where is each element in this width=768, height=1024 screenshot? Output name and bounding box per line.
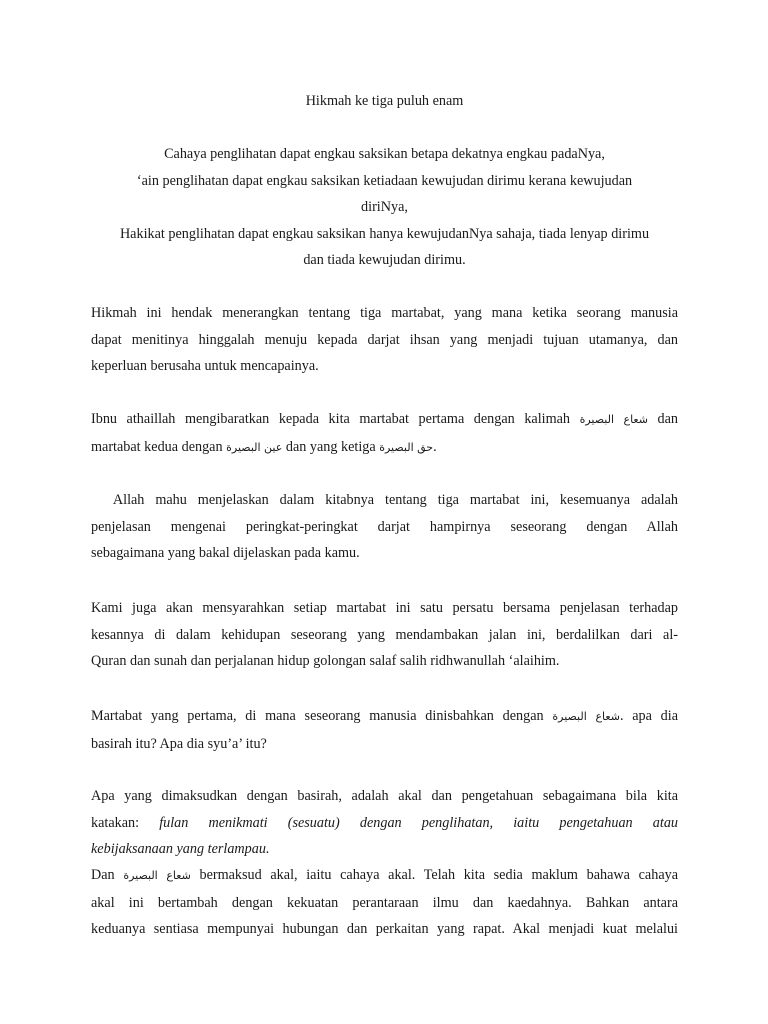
italic-quote: fulan menikmati (sesuatu) dengan penglihatan, iaitu pengetahuan atau [159, 814, 679, 831]
paragraph-line: keperluan berusaha untuk mencapainya. [91, 358, 319, 374]
hikmah-title [91, 88, 678, 115]
text-run: Ibnu athaillah mengibaratkan kepada kita martabat pertama dengan kalimah [91, 411, 571, 427]
paragraph-line: keduanya sentiasa mempunyai hubungan dan perkaitan yang rapat. Akal menjadi kuat melalui [91, 921, 678, 937]
paragraph-line [91, 810, 678, 837]
paragraph-line: Quran dan sunah dan perjalanan hidup golongan salaf salih ridhwanullah ‘alaihim. [91, 653, 560, 669]
verse-line: ‘ain penglihatan dapat engkau saksikan ketiadaan kewujudan dirimu kerana kewujudan [136, 172, 633, 189]
paragraph-line: Allah mahu menjelaskan dalam kitabnya tentang tiga martabat ini, kesemuanya adalah [91, 492, 679, 508]
text-run: katakan: [91, 814, 140, 831]
verse-line: Cahaya penglihatan dapat engkau saksikan betapa dekatnya engkau padaNya, [164, 146, 605, 162]
paragraph-5 [91, 703, 678, 757]
paragraph-line: akal ini bertambah dengan kekuatan perantaraan ilmu dan kaedahnya. Bahkan antara [91, 894, 678, 911]
hikmah-verse [91, 141, 678, 274]
paragraph-3 [91, 487, 678, 567]
paragraph-line [91, 434, 678, 462]
paragraph-line: kesannya di dalam kehidupan seseorang yang mendambakan jalan ini, berdalilkan dari al- [91, 626, 678, 643]
verse-line: dan tiada kewujudan dirimu. [303, 252, 466, 268]
text-run: dan yang ketiga [285, 438, 376, 455]
paragraph-7 [91, 862, 678, 943]
text-run: martabat kedua dengan [91, 438, 223, 455]
text-run: . apa dia [619, 708, 679, 724]
paragraph-line: dapat menitinya hinggalah menuju kepada darjat ihsan yang menjadi tujuan utamanya, dan [91, 331, 678, 348]
text-run: Dan [91, 867, 115, 883]
paragraph-line [91, 406, 678, 434]
text-run: dan [657, 411, 679, 427]
paragraph-4 [91, 595, 678, 675]
arabic-shuaa-basirah: شعاع البصيرة [552, 710, 620, 723]
paragraph-2 [91, 406, 678, 461]
paragraph-line: Apa yang dimaksudkan dengan basirah, adalah akal dan pengetahuan sebagaimana bila kita [91, 788, 678, 804]
paragraph-line: penjelasan mengenai peringkat-peringkat darjat hampirnya seseorang dengan Allah [91, 518, 678, 535]
title-text: Hikmah ke tiga puluh enam [305, 93, 464, 109]
paragraph-line: Kami juga akan mensyarahkan setiap martabat ini satu persatu bersama penjelasan terhadap [91, 600, 678, 616]
arabic-shuaa-basirah: شعاع البصيرة [123, 869, 191, 882]
paragraph-line [91, 862, 678, 890]
paragraph-line: Hikmah ini hendak menerangkan tentang tiga martabat, yang mana ketika seorang manusia [91, 305, 678, 321]
paragraph-line [91, 703, 678, 731]
paragraph-line: basirah itu? Apa dia syu’a’ itu? [91, 735, 267, 752]
paragraph-line: sebagaimana yang bakal dijelaskan pada kamu. [91, 545, 360, 561]
text-run: Martabat yang pertama, di mana seseorang manusia dinisbahkan dengan [91, 708, 544, 724]
verse-line: diriNya, [361, 199, 408, 215]
arabic-ain-basirah: عين البصيرة [226, 440, 283, 454]
verse-line: Hakikat penglihatan dapat engkau saksikan hanya kewujudanNya sahaja, tiada lenyap dirimu [119, 225, 650, 242]
paragraph-line: kebijaksanaan yang terlampau. [91, 841, 270, 857]
arabic-shuaa-basirah: شعاع البصيرة [579, 413, 648, 426]
text-run: bermaksud akal, iaitu cahaya akal. Telah kita sedia maklum bahawa cahaya [199, 867, 679, 883]
arabic-haqq-basirah: حق البصيرة [379, 440, 434, 454]
paragraph-1 [91, 300, 678, 380]
paragraph-6 [91, 783, 678, 863]
text-run: . [433, 438, 437, 455]
